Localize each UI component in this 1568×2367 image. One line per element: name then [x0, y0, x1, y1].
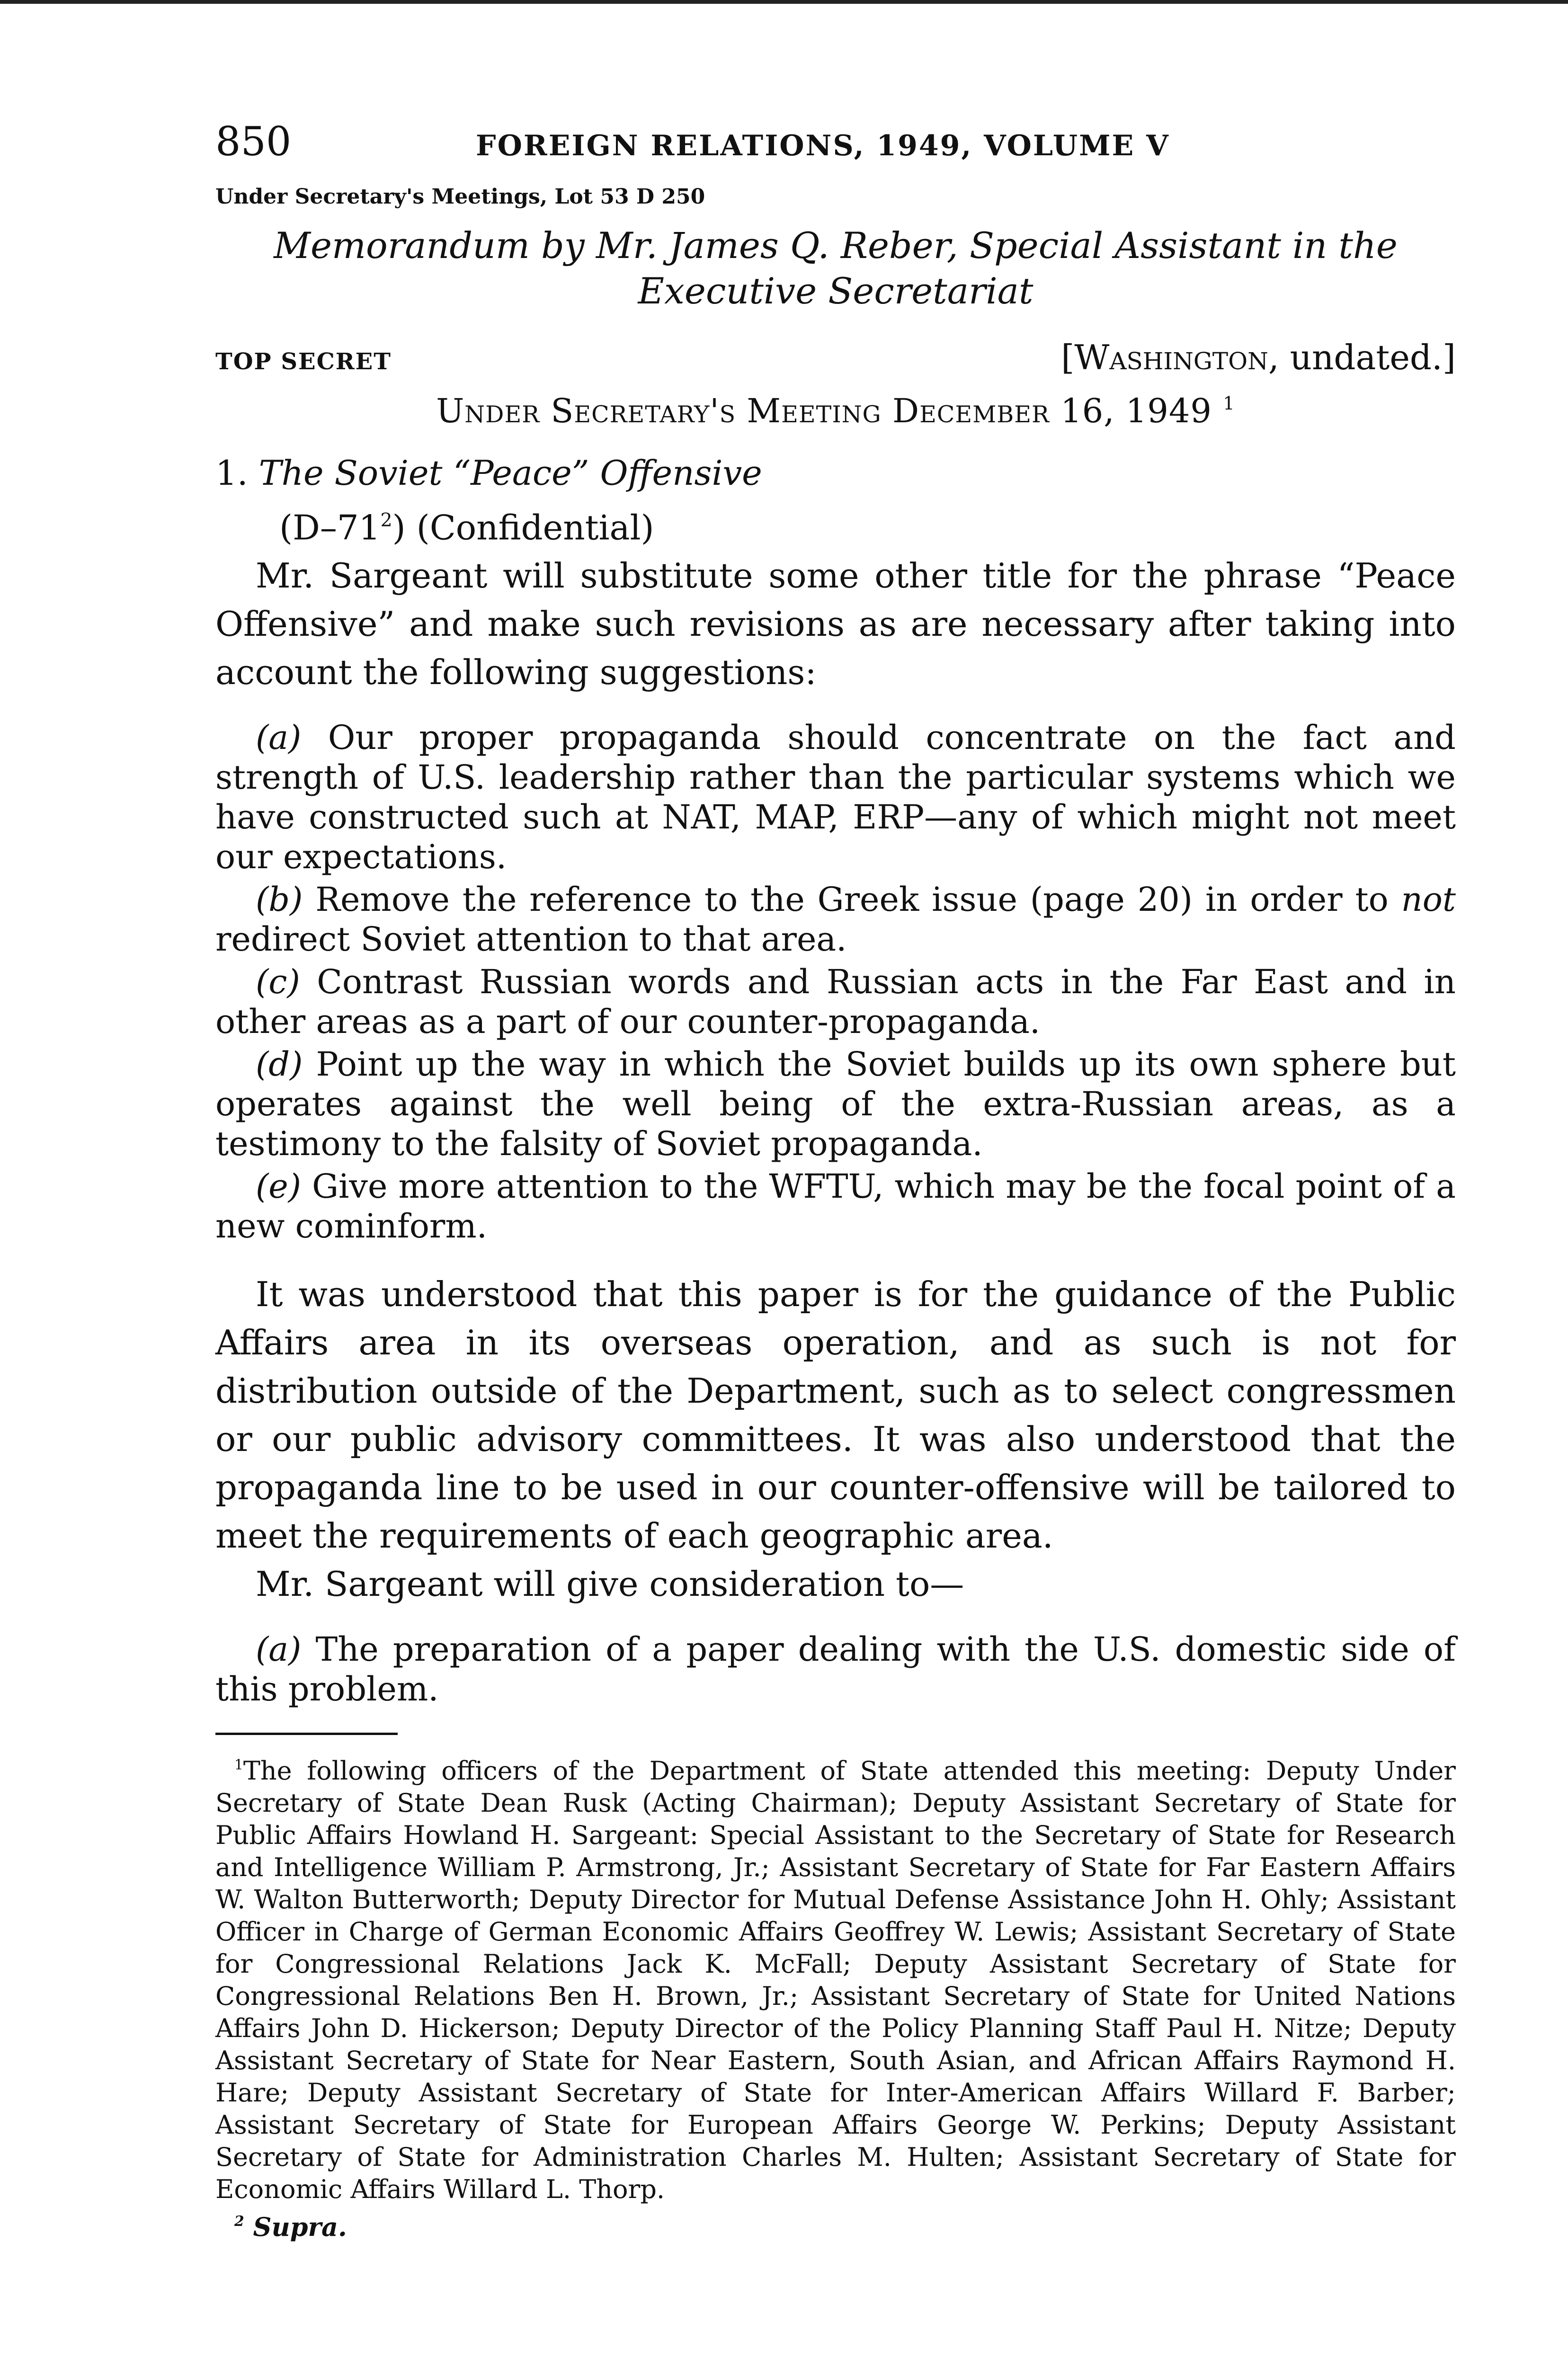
- section-reference: [279, 497, 1456, 552]
- suggestion-text: Point up the way in which the Soviet builds up its own sphere but operates against the well being of the extra-Russian areas, as a testimony to the falsity of Soviet propaganda.: [215, 1044, 1456, 1163]
- section-title: The Soviet “Peace” Offensive: [258, 453, 762, 493]
- suggestion-mark: (e): [256, 1166, 302, 1206]
- consideration-a: [215, 1629, 1456, 1709]
- top-border-line: [0, 0, 1568, 4]
- classification-label: TOP SECRET: [215, 348, 392, 375]
- spacer: [215, 1249, 1456, 1270]
- page-number: 850: [215, 118, 292, 165]
- memo-title-line-2: Executive Secretariat: [638, 270, 1033, 312]
- footnote-ref-1: 1: [1223, 393, 1235, 415]
- suggestion-text: Remove the reference to the Greek issue (page 20) in order to: [303, 880, 1401, 919]
- footnote-ref-2: 2: [380, 509, 392, 531]
- footnote-rule: [215, 1733, 398, 1735]
- source-note: Under Secretary's Meetings, Lot 53 D 250: [215, 185, 705, 209]
- footnote-1-text: The following officers of the Department of State attended this meeting: Deputy Under Secretary of State Dean Rusk (Acting Chairman); Deputy Assistant Secretary of State for Public Affairs Howland H. Sargeant: Special Assistant to the Secretary of State for Research and Intelligence William P. Armstrong, Jr.; Assistant Secretary of State for Far Eastern Affairs W. Walton Butterworth; Deputy Director for Mutual Defense Assistance John H. Ohly; Assistant Officer in Charge of German Economic Affairs Geoffrey W. Lewis; Assistant Secretary of State for Congressional Relations Jack K. McFall; Deputy Assistant Secretary of State for Congressional Relations Ben H. Brown, Jr.; Assistant Secretary of State for United Nations Affairs John D. Hickerson; Deputy Director of the Policy Planning Staff Paul H. Nitze; Deputy Assistant Secretary of State for Near Eastern, South Asian, and African Affairs Raymond H. Hare; Deputy Assistant Secretary of State for Inter-American Affairs Willard F. Barber; Assistant Secretary of State for European Affairs George W. Perkins; Deputy Assistant Secretary of State for Administration Charles M. Hulten; Assistant Secretary of State for Economic Affairs Willard L. Thorp.: [215, 1755, 1456, 2204]
- paragraph-2: It was understood that this paper is for the guidance of the Public Affairs area in its overseas operation, and as such is not for distribution outside of the Department, such as to select congressmen or our public advisory committees. It was also understood that the propaganda line to be used in our counter-offensive will be tailored to meet the requirements of each geographic area.: [215, 1274, 1456, 1556]
- meeting-title: [215, 392, 1456, 430]
- classification-row: [215, 338, 1456, 377]
- place-date-open: [: [1061, 338, 1075, 377]
- suggestion-c: [215, 962, 1456, 1041]
- section-ref-open: (D–71: [279, 507, 381, 548]
- footnote-1: [215, 1749, 1456, 2206]
- place-name: Washington: [1074, 338, 1268, 377]
- footnote-2-text: Supra.: [253, 2211, 347, 2242]
- paragraph-1: Mr. Sargeant will substitute some other title for the phrase “Peace Offensive” and make such revisions as are necessary after taking into account the following suggestions:: [215, 555, 1456, 692]
- date-text: , undated.]: [1268, 338, 1456, 377]
- section-number: 1.: [215, 453, 248, 493]
- suggestion-mark: (b): [256, 880, 303, 919]
- place-date: [1061, 338, 1456, 377]
- suggestion-d: [215, 1044, 1456, 1164]
- running-head: FOREIGN RELATIONS, 1949, VOLUME V: [476, 129, 1170, 162]
- consideration-mark: (a): [256, 1629, 302, 1669]
- footnote-2-mark: 2: [234, 2213, 244, 2230]
- page-header: [215, 118, 1456, 180]
- suggestion-text-tail: redirect Soviet attention to that area.: [215, 919, 847, 959]
- section-heading: [215, 449, 1456, 497]
- section-ref-close: ) (Confidential): [392, 507, 654, 548]
- memo-title-line-1: Memorandum by Mr. James Q. Reber, Special Assistant in the: [274, 224, 1398, 267]
- suggestions-list: [215, 718, 1456, 1246]
- suggestion-b: [215, 880, 1456, 959]
- suggestion-text: Contrast Russian words and Russian acts in the Far East and in other areas as a part of our counter-propaganda.: [215, 962, 1456, 1041]
- suggestion-mark: (a): [256, 718, 302, 757]
- suggestion-e: [215, 1166, 1456, 1246]
- suggestion-text: Our proper propaganda should concentrate on the fact and strength of U.S. leadership rather than the particular systems which we have constructed such at NAT, MAP, ERP—any of which might not meet our expectations.: [215, 718, 1456, 876]
- suggestion-emphasis: not: [1401, 880, 1456, 919]
- suggestion-mark: (d): [256, 1044, 303, 1084]
- footnote-2: [215, 2206, 1456, 2243]
- consideration-text: The preparation of a paper dealing with the U.S. domestic side of this problem.: [215, 1629, 1456, 1709]
- footnote-1-mark: 1: [234, 1756, 243, 1773]
- consideration-list: [215, 1629, 1456, 1709]
- memo-title: [215, 223, 1456, 314]
- suggestion-text: Give more attention to the WFTU, which may be the focal point of a new cominform.: [215, 1166, 1456, 1246]
- paragraph-3: Mr. Sargeant will give consideration to—: [256, 1564, 964, 1604]
- suggestion-mark: (c): [256, 962, 300, 1001]
- meeting-title-text: Under Secretary's Meeting December 16, 1949: [436, 392, 1212, 430]
- document-page: [215, 118, 1456, 2242]
- suggestion-a: [215, 718, 1456, 877]
